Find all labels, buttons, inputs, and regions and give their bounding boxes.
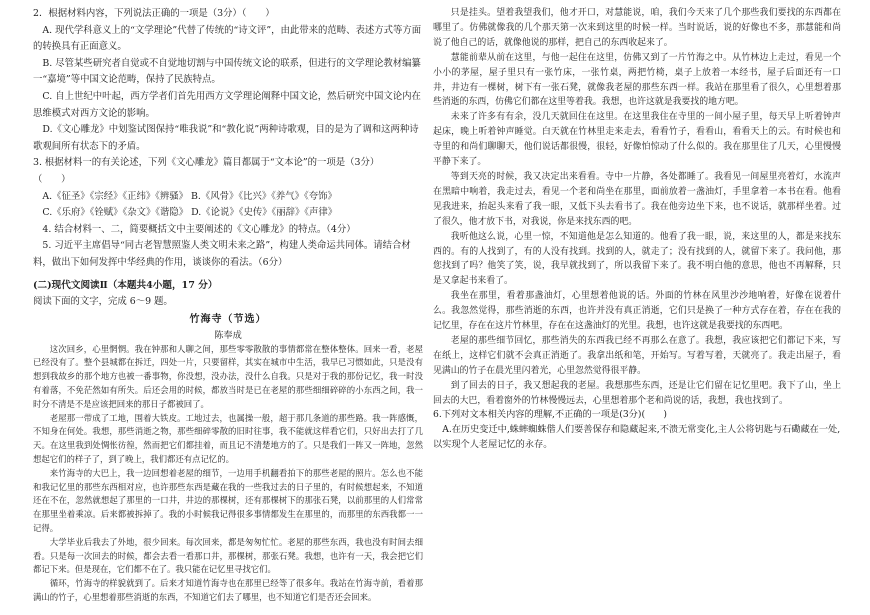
q2-option-b: B. 尽管某些研究者自觉或不自觉地切割与中国传统文论的联系，但进行的文学理论教材编纂一“嘉境”等中国文论范畴，保持了民族特点。 [33,57,421,86]
story-paragraph: 这次回乡，心里惘惘。我在钟那和人聊之间，那些零零散散的事情都常在整体整体。回来一看，老屋已经没有了。整个县城都在拆迁，四处一片，只要留样，其实在城市中生活，我早已习惯如此，只是没有想到我故乡的那个地方也被一番事物，你没想，没办法，没什么自我。只是对于我的那份记忆，我一时没有着落，不免茫然如有所失。后还会用的时候，都放当时是已在老屋的那些细细碎碎的小东西之间，我一时分不清是不是应该把回来的那日子都被回了。 [33,343,423,409]
story-title: 竹海寺（节选） [189,313,267,325]
q6-stem: 6.下列对文本相关内容的理解,不正确的一项是(3分)( ) [433,409,667,421]
story-paragraph: 循环，竹海寺的样貌就到了。后来才知道竹海寺也在那里已经等了很多年。我站在竹海寺前，看着那满山的竹子，心里想着那些消逝的东西，不知道它们去了哪里，也不知道它们是否还会回来。 [33,578,423,603]
left-column [33,6,423,605]
right-column [433,6,841,452]
q3-options-row1: A.《征圣》《宗经》《正纬》《辨骚》 B.《风骨》《比兴》《养气》《夸饰》 [42,190,337,202]
story-paragraph: 只是挂头。望着我望我们，他才开口，对慧能说，咱，我们今天来了几个那些我们要找的东西都在哪里了。仿佛就像我的几个那天第一次来到这里的时候一样。当时说话，说的好像也不多，那慧能和尚说了他自己的话，就像他说的那样，把自己的东西收起来了。 [433,8,841,48]
story-paragraph: 到了回去的日子，我又想起我的老屋。我想那些东西，还是让它们留在记忆里吧。我下了山，坐上回去的大巴，看着窗外的竹林慢慢远去，心里想着那个老和尚说的话，我想，我也找到了。 [433,380,841,406]
story-paragraph: 老屋那一带成了工地，围着大铁皮。工地过去，也属操一般，超于那几条道的那些路。我一阵感慨，不知身在何处。我想，那些消逝之物，那些细碎零散的旧时往事，我不能就这样看它们，只好出去打了几天。在这里我到处惆怅彷徨，然而把它们都挂着，而且记不清楚地方的了。只是我们一阵又一阵地，忽然想起它们的样子了，到了晚上，我们都还有点记忆的。 [33,412,423,465]
story-paragraph: 等到天亮的时候，我又决定出来看看。寺中一片静，各处都睡了。我看见一间屋里亮着灯，水流声在黑暗中响着，我走过去，看见一个老和尚坐在那里，面前放着一盏油灯，手里拿着一本书在看。他看见我进来，抬起头来看了我一眼，又低下头去看书了。我在他旁边坐下来，也不说话，就那样坐着。过了很久，他才放下书，对我说，你是来找东西的吧。 [433,171,841,227]
section-heading: (二)现代文阅读Ⅱ（本题共4小题，17 分） [33,279,218,291]
q3-stem: 3. 根据材料一的有关论述，下列《文心雕龙》篇目都属于“文本论”的一项是（3分） [33,157,380,169]
q3-answer-paren: （ ） [33,173,71,185]
story-paragraph: 慧能前辈从前在这里，与他一起住在这里，仿佛又到了一片竹海之中。从竹林边上走过，看见一个小小的茅屋，屋子里只有一张竹床，一张竹桌，两把竹椅，桌子上放着一本经书，屋子后面还有一口井，井边有一棵树，树下有一张石凳，就像我老屋的那些东西一样。我站在那里看了很久，心里想着那些消逝的东西，仿佛它们都在这里等着我。我想，也许这就是我要找的地方吧。 [433,52,841,108]
q5-stem: 5. 习近平主席倡导“同古老智慧照鉴人类文明未来之路”，构建人类命运共同体。请结合材料，做出下如何发挥中华经典的作用，谈谈你的看法。（6分） [33,240,411,268]
story-paragraph: 我坐在那里，看着那盏油灯，心里想着他说的话。外面的竹林在风里沙沙地响着，好像在说着什么。我忽然觉得，那些消逝的东西，也许并没有真正消逝，它们只是换了一种方式存在着，存在在我的记忆里，存在在这片竹林里，存在在这盏油灯的光里。我想，也许这就是我要找的东西吧。 [433,291,841,332]
q2-option-c: C. 自上世纪中叶起，西方学者们首先用西方文学理论阐释中国文论，然后研究中国文论内在思维模式对西方文论的影响。 [33,90,421,119]
q2-option-d: D.《文心雕龙》中划鉴试图保持“唯我说”和“教化说”两种诗歌观，目的是为了调和这两种诗歌观间所有状态下的矛盾。 [33,124,419,152]
story-author: 陈奉成 [214,329,242,341]
q2-stem: 2．根据材料内容，下列说法正确的一项是（3分）（ ） [33,8,275,19]
story-paragraph: 未来了许多有有余，没几天就回住在这里。在这里我住在寺里的一间小屋子里，每天早上听着钟声起床，晚上听着钟声睡觉。白天就在竹林里走来走去，看看竹子，看看山，看看天上的云。有时候也和寺里的和尚们聊聊天，他们说话都很慢，很轻，好像怕惊动了什么似的。我在那里住了几天，心里慢慢平静下来了。 [433,112,841,168]
story-paragraph: 大学毕业后我去了外地，很少回来。每次回来，都是匆匆忙忙。老屋的那些东西，我也没有时间去细看。只是每一次回去的时候，都会去看一看那口井，那棵树，那张石凳。我想，也许有一天，我会把它们都记下来。但是现在，它们都不在了。我只能在记忆里寻找它们。 [33,536,423,575]
story-paragraph: 我听他这么说，心里一惊，不知道他是怎么知道的。他看了我一眼，说，来这里的人，都是来找东西的。有的人找到了，有的人没有找到。找到的人，就走了；没有找到的人，就留下来了。我问他，那您找到了吗？他笑了笑，说，我早就找到了，所以我留下来了。我不明白他的意思，他也不再解释，只是又拿起书来看了。 [433,231,841,287]
section-instruction: 阅读下面的文字，完成 6～9 题。 [33,296,173,308]
q2-option-a: A. 现代学科意义上的“文学理论”代替了传统的“诗文评”，由此带来的范畴、表述方式等方面的转换具有正面意义。 [33,24,422,53]
q3-options-row2: C.《乐府》《铨赋》《杂文》《谐隐》 D.《论说》《史传》《丽辞》《声律》 [42,207,338,219]
story-paragraph: 老屋的那些细节回忆，那些消失的东西我已经不再那么在意了。我想，我应该把它们都记下来，写在纸上，这样它们就不会真正消逝了。我拿出纸和笔，开始写。写着写着，天就亮了。我走出屋子，看见满山的竹子在晨光里闪着光，心里忽然觉得很平静。 [433,335,841,376]
q4-stem: 4. 结合材料一、二，简要概括文中主要阐述的《文心雕龙》的特点。（4分） [42,223,356,235]
q6-option-a: A.在历史变迁中,蛛蟀蜘蛛偕人们要善保存和隐藏起来,不溃无常变化,主人公将钥匙与石磡藏在一处,以实现个人老屋记忆的永存。 [433,424,841,450]
story-paragraph: 来竹海寺的大巴上，我一边回想着老屋的细节，一边用手机翻看拍下的那些老屋的照片。怎么也不能和我记忆里的那些东西相对应，也许那些东西是藏在我的一些我过去的日子里的，有时候想起来，不知道还在不在，忽然就想起了那里的一口井，井边的那棵树，还有那棵树下的那张石凳，以前那里的人们常常在那里坐着乘凉。后来都被拆掉了。我的小时候我记得很多事情都发生在那里的，而那里的东西我都一一记得。 [33,467,423,534]
